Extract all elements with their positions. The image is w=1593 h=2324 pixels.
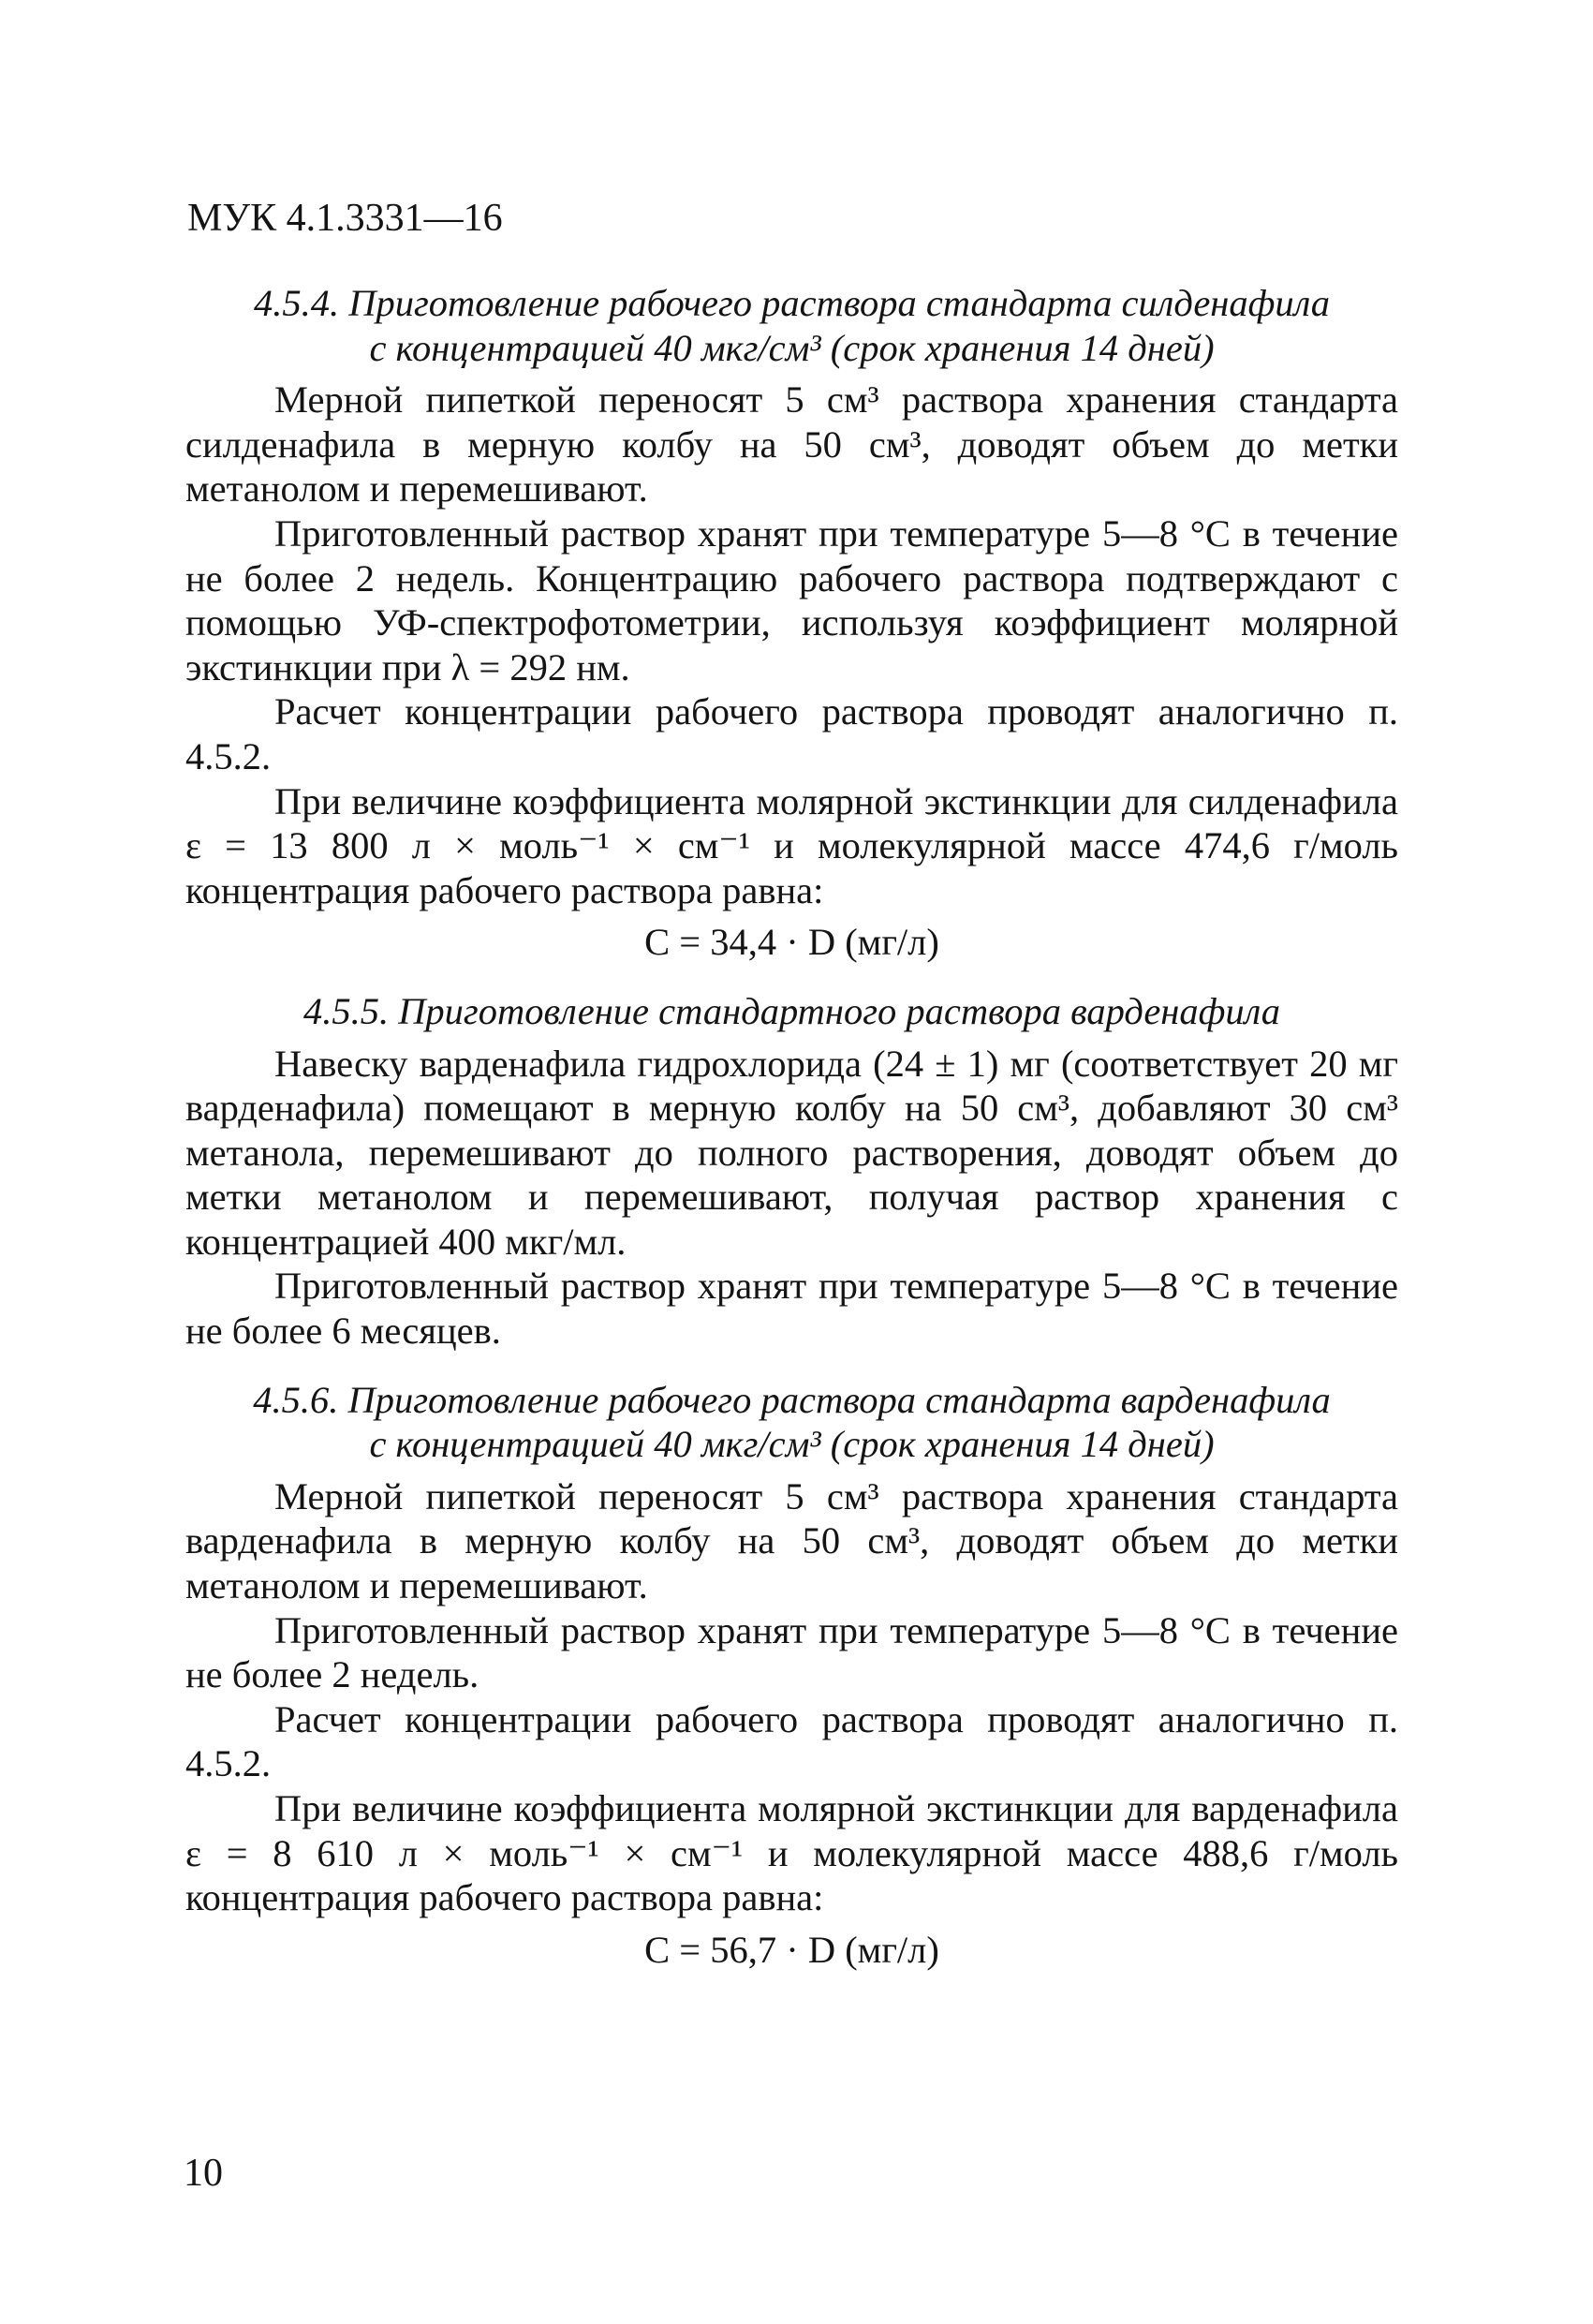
section-4-5-6	[185, 1378, 1398, 1973]
paragraph: Расчет концентрации рабочего раствора проводят аналогично п. 4.5.2.	[185, 1697, 1398, 1785]
section-heading-line2: с концентрацией 40 мкг/см³ (срок хранения 14 дней)	[369, 1423, 1215, 1466]
formula: C = 34,4 · D (мг/л)	[644, 921, 939, 964]
paragraph: Навеску варденафила гидрохлорида (24 ± 1) мг (соответствует 20 мг варденафила) помещают в мерную колбу на 50 см³, добавляют 30 см³ метанола, перемешивают до полного растворения, доводят объем до метки метанолом и перемешивают, получая раствор хранения с концентрацией 400 мкг/мл.	[185, 1042, 1398, 1263]
page-number: 10	[184, 2152, 223, 2195]
section-4-5-4	[185, 281, 1398, 965]
section-heading-line2: с концентрацией 40 мкг/см³ (срок хранения 14 дней)	[369, 326, 1215, 369]
section-4-5-5	[185, 989, 1398, 1354]
paragraph: При величине коэффициента молярной экстинкции для варденафила ε = 8 610 л × моль⁻¹ × см⁻¹ и молекулярной массе 488,6 г/моль концентрация рабочего раствора равна:	[185, 1787, 1398, 1919]
paragraph: Приготовленный раствор хранят при температуре 5—8 °С в течение не более 2 недель. Концентрацию рабочего раствора подтверждают с помощью УФ-спектрофотометрии, используя коэффициент молярной экстинкции при λ = 292 нм.	[185, 511, 1398, 688]
paragraph: Приготовленный раствор хранят при температуре 5—8 °С в течение не более 2 недель.	[185, 1608, 1398, 1696]
paragraph: Расчет концентрации рабочего раствора проводят аналогично п. 4.5.2.	[185, 690, 1398, 777]
section-heading-line1: 4.5.5. Приготовление стандартного раствора варденафила	[302, 989, 1281, 1032]
paragraph: Мерной пипеткой переносят 5 см³ раствора хранения стандарта варденафила в мерную колбу на 50 см³, доводят объем до метки метанолом и перемешивают.	[185, 1474, 1398, 1607]
paragraph: Мерной пипеткой переносят 5 см³ раствора хранения стандарта силденафила в мерную колбу на 50 см³, доводят объем до метки метанолом и перемешивают.	[185, 378, 1398, 511]
formula: C = 56,7 · D (мг/л)	[644, 1928, 939, 1971]
section-heading-line1: 4.5.6. Приготовление рабочего раствора стандарта варденафила	[253, 1378, 1331, 1421]
paragraph: Приготовленный раствор хранят при температуре 5—8 °С в течение не более 6 месяцев.	[185, 1265, 1398, 1353]
document-body	[185, 281, 1398, 1972]
paragraph: При величине коэффициента молярной экстинкции для силденафила ε = 13 800 л × моль⁻¹ × см⁻¹ и молекулярной массе 474,6 г/моль концентрация рабочего раствора равна:	[185, 779, 1398, 911]
document-code-header: МУК 4.1.3331—16	[187, 197, 503, 240]
section-heading-line1: 4.5.4. Приготовление рабочего раствора стандарта силденафила	[253, 282, 1331, 324]
